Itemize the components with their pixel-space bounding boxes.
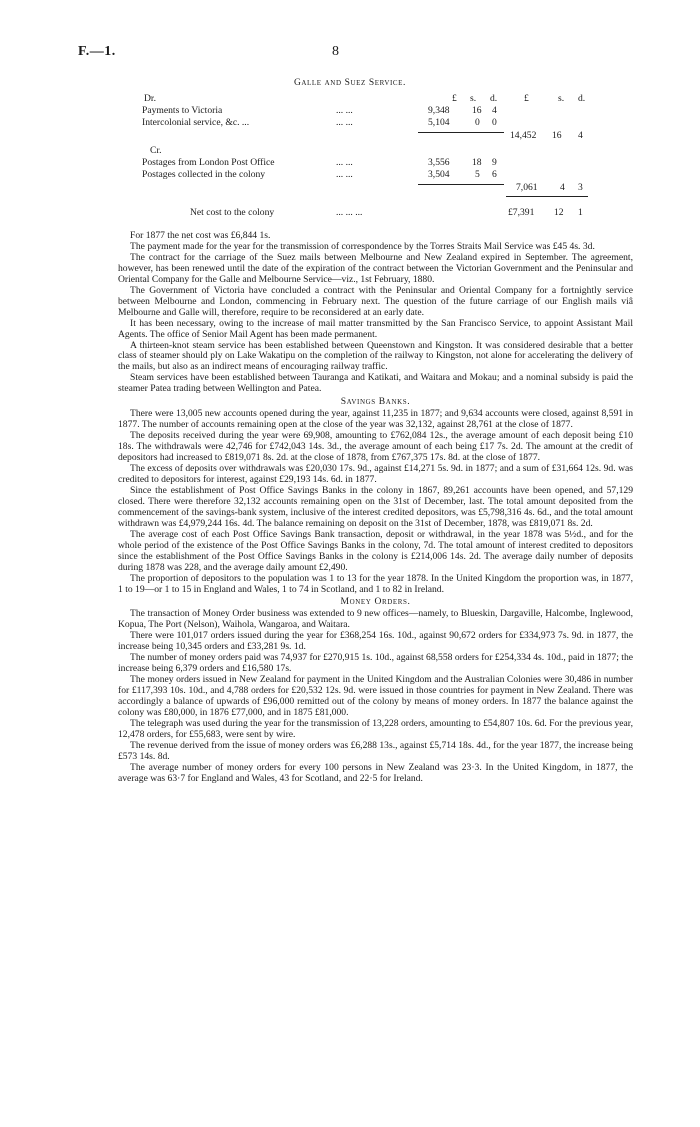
total-pounds: 7,061 — [516, 182, 538, 193]
total-pence: 1 — [578, 207, 583, 218]
paragraph: The contract for the carriage of the Suez mails between Melbourne and New Zealand expired in September. The agreement, however, has been renewed until the date of the expiration of the contract between the Victorian Government and the Peninsular and Oriental Company for the Galle and Melbourne Service—viz., 1st February, 1880. — [118, 251, 633, 285]
cr-total-row — [118, 182, 618, 194]
paragraph: For 1877 the net cost was £6,844 1s. — [130, 230, 271, 241]
amount-pounds: 3,556 — [428, 157, 450, 168]
amount-pounds: 5,104 — [428, 117, 450, 128]
dr-total-row — [118, 130, 618, 142]
leader-dots: ... ... — [336, 169, 353, 180]
col-head-pence-2: d. — [578, 93, 586, 104]
total-shillings: 16 — [552, 130, 562, 141]
galle-suez-title: Galle and Suez Service. — [293, 78, 407, 88]
amount-pence: 0 — [492, 117, 497, 128]
net-rule — [506, 196, 588, 197]
paragraph: The average number of money orders for every 100 persons in New Zealand was 23·3. In the United Kingdom, in 1877, the average was 63·7 for England and Wales, 43 for Scotland, and 22·5 for Ireland. — [118, 761, 633, 784]
report-body — [118, 231, 633, 785]
paragraph: The number of money orders paid was 74,937 for £270,915 1s. 10d., against 68,558 orders for £254,334 4s. 10d., paid in 1877; the increase being 6,379 orders and £16,580 17s. — [118, 652, 633, 675]
savings-banks-heading: Savings Banks. — [340, 396, 411, 408]
net-cost-row — [118, 207, 618, 219]
amount-pounds: 9,348 — [428, 105, 450, 116]
total-pounds: £7,391 — [508, 207, 535, 218]
paragraph: There were 13,005 new accounts opened during the year, against 11,235 in 1877; and 9,634 accounts were closed, against 8,591 in 1877. The number of accounts remaining open at the close of the year was 32,132, against 28,761 at the close of 1877. — [118, 408, 633, 431]
total-shillings: 4 — [560, 182, 565, 193]
paragraph: The average cost of each Post Office Savings Bank transaction, deposit or withdrawal, in the year 1878 was 5½d., and for the whole period of the existence of the Post Office Savings Banks in the colony, 7d. The total amount of interest credited to depositors since the establishment of the Post Office Savings Banks in the colony is £214,006 14s. 2d. The average daily number of deposits during 1878 was 228, and the average daily amount £2,490. — [118, 528, 633, 573]
paragraph: The deposits received during the year were 69,908, amounting to £762,084 12s., the average amount of each deposit being £10 18s. The withdrawals were 42,746 for £742,043 14s. 3d., the average amount of each being £17 7s. 2d. The amount at the credit of depositors had increased to £819,071 8s. 2d. at the close of 1878, from £767,375 17s. 8d. at the close of 1877. — [118, 430, 633, 464]
total-shillings: 12 — [554, 207, 564, 218]
money-orders-heading: Money Orders. — [340, 596, 411, 608]
amount-shillings: 0 — [475, 117, 480, 128]
amount-pounds: 3,504 — [428, 169, 450, 180]
row-label: Net cost to the colony — [190, 207, 275, 218]
page-number: 8 — [332, 44, 339, 59]
paragraph: The revenue derived from the issue of money orders was £6,288 13s., against £5,714 18s. 4d., for the year 1877, the increase being £573 14s. 8d. — [118, 739, 634, 762]
paragraph: The transaction of Money Order business was extended to 9 new offices—namely, to Blueskin, Dargaville, Halcombe, Inglewood, Kopua, The Port (Nelson), Waihola, Wangaroa, and Waitara. — [118, 608, 633, 631]
total-pence: 4 — [578, 130, 583, 141]
row-label: Payments to Victoria — [142, 105, 223, 116]
cr-row — [118, 169, 618, 181]
row-label: Intercolonial service, &c. ... — [142, 117, 250, 128]
amount-shillings: 5 — [475, 169, 480, 180]
paragraph: A thirteen-knot steam service has been established between Queenstown and Kingston. It was considered desirable that a better class of steamer should ply on Lake Wakatipu on the completion of the railway to Kingston, not alone for accelerating the delivery of the mails, but also as an indirect means of encouraging railway traffic. — [118, 339, 633, 373]
total-pounds: 14,452 — [510, 130, 537, 141]
paragraph: The money orders issued in New Zealand for payment in the United Kingdom and the Australian Colonies were 30,486 in number for £117,393 10s. 10d., and 4,788 orders for £20,532 12s. 9d. were issued in those countries for payment in New Zealand. There was accordingly a balance of upwards of £96,000 remitted out of the colony by means of money orders. In 1877 the balance against the colony was £80,000, in 1876 £77,000, and in 1875 £81,000. — [118, 674, 633, 718]
cr-row — [118, 157, 618, 169]
col-head-pounds-1: £ — [452, 93, 457, 104]
amount-pence: 4 — [492, 105, 497, 116]
dr-label: Dr. — [144, 93, 156, 104]
paragraph: Since the establishment of Post Office Savings Banks in the colony in 1867, 89,261 accounts have been opened, and 57,129 closed. There were therefore 32,132 accounts remaining open on the 31st of December, last. The total amount deposited from the commencement of the savings-bank system, inclusive of the interest credited depositors, was £5,798,316 4s. 6d., and the total amount withdrawn was £4,979,244 16s. 4d. The balance remaining on deposit on the 31st of December, 1878, was £819,071 8s. 2d. — [118, 484, 633, 529]
total-pence: 3 — [578, 182, 583, 193]
amount-shillings: 18 — [472, 157, 482, 168]
cr-header-row — [118, 145, 618, 157]
paragraph: There were 101,017 orders issued during the year for £368,254 16s. 10d., against 90,672 orders for £334,973 7s. 9d. in 1877, the increase being 10,345 orders and £33,281 9s. 1d. — [118, 630, 633, 653]
dr-row — [118, 117, 618, 129]
paragraph: It has been necessary, owing to the increase of mail matter transmitted by the San Francisco Service, to appoint Assistant Mail Agents. The office of Senior Mail Agent has been made permanent. — [118, 317, 633, 340]
col-head-pounds-2: £ — [524, 93, 529, 104]
paragraph: Steam services have been established between Tauranga and Katikati, and Waitara and Mokau; and a nominal subsidy is paid the steamer Patea trading between Wellington and Patea. — [118, 372, 633, 395]
col-head-pence-1: d. — [490, 93, 498, 104]
amount-pence: 6 — [492, 169, 497, 180]
leader-dots: ... ... — [336, 117, 353, 128]
amount-shillings: 16 — [472, 105, 482, 116]
col-head-shillings-2: s. — [558, 93, 565, 104]
leader-dots: ... ... — [336, 105, 353, 116]
row-label: Postages from London Post Office — [142, 157, 275, 168]
row-label: Postages collected in the colony — [142, 169, 266, 180]
leader-dots: ... ... — [336, 157, 353, 168]
leader-dots: ... ... ... — [336, 207, 363, 218]
paragraph: The Government of Victoria have concluded a contract with the Peninsular and Oriental Company for a fortnightly service between Melbourne and London, commencing in February next. The question of the future carriage of our English mails viâ Melbourne and Galle will, therefore, require to be reconsidered at an early date. — [118, 284, 633, 318]
col-head-shillings-1: s. — [470, 93, 477, 104]
paragraph: The proportion of depositors to the population was 1 to 13 for the year 1878. In the United Kingdom the proportion was, in 1877, 1 to 19—or 1 to 15 in England and Wales, 1 to 74 in Scotland, and 1 to 82 in Ireland. — [118, 572, 633, 595]
paragraph: The excess of deposits over withdrawals was £20,030 17s. 9d., against £14,271 5s. 9d. in 1877; and a sum of £31,664 12s. 9d. was credited to depositors for interest, against £29,193 14s. 6d. in 1877. — [118, 463, 633, 485]
dr-row — [118, 105, 618, 117]
report-code: F.—1. — [78, 44, 116, 59]
paragraph: The payment made for the year for the transmission of correspondence by the Torres Straits Mail Service was £45 4s. 3d. — [130, 240, 595, 252]
dr-header-row — [118, 93, 618, 105]
cr-label: Cr. — [150, 145, 162, 156]
amount-pence: 9 — [492, 157, 497, 168]
paragraph: The telegraph was used during the year for the transmission of 13,228 orders, amounting to £54,807 10s. 6d. For the previous year, 12,478 orders, for £55,683, were sent by wire. — [118, 717, 633, 740]
